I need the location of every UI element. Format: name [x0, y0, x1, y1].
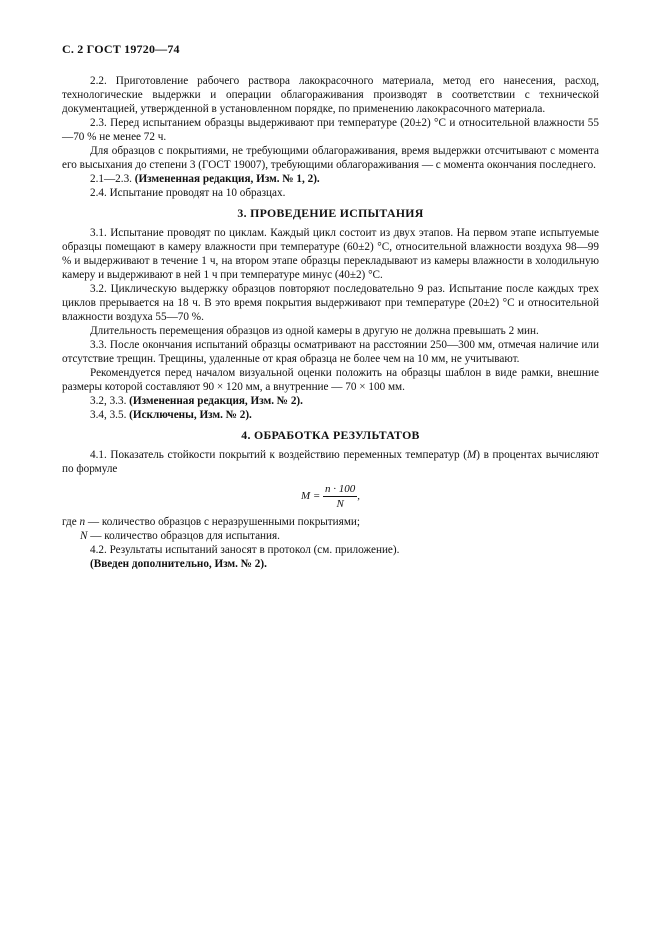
- paragraph-4-1: [62, 448, 599, 476]
- formula: [62, 482, 599, 511]
- paragraph-2-2: 2.2. Приготовление рабочего раствора лакокрасочного материала, метод его нанесения, расход, технологические выдержки и операции облагораживания производят в соответствии с технической документацией, утвержденной в установленном порядке, по применению лакокрасочного материала.: [62, 75, 599, 115]
- paragraph-3-3: 3.3. После окончания испытаний образцы осматривают на расстоянии 250—300 мм, отмечая наличие или отсутствие трещин. Трещины, удаленные от края образца не более чем на 10 мм, не учитывают.: [62, 339, 599, 365]
- where-N-text: — количество образцов для испытания.: [90, 530, 280, 542]
- paragraph-2-3: 2.3. Перед испытанием образцы выдерживают при температуре (20±2) °С и относительной влажности 55—70 % не менее 72 ч.: [62, 117, 599, 143]
- amendment-text: (Измененная редакция, Изм. № 2).: [129, 395, 303, 407]
- section-3-title: 3. ПРОВЕДЕНИЕ ИСПЫТАНИЯ: [237, 206, 424, 220]
- amendment-note-3-2-3-3: [62, 394, 599, 408]
- formula-lhs: M =: [300, 490, 321, 503]
- section-4-title: 4. ОБРАБОТКА РЕЗУЛЬТАТОВ: [241, 428, 420, 442]
- formula-denominator: N: [336, 498, 344, 510]
- amendment-note-3-4-3-5: [62, 408, 599, 422]
- paragraph-2-4: 2.4. Испытание проводят на 10 образцах.: [90, 187, 286, 199]
- amendment-text: (Исключены, Изм. № 2).: [129, 409, 252, 421]
- formula-fraction: [323, 482, 357, 511]
- amendment-ref: 2.1—2.3.: [90, 173, 132, 185]
- amendment-text: (Измененная редакция, Изм. № 1, 2).: [134, 173, 320, 185]
- paragraph-3-3-continued: Рекомендуется перед началом визуальной оценки положить на образцы шаблон в виде рамки, внешние размеры которой составляют 90 × 120 мм, а внутренние — 70 × 100 мм.: [62, 367, 599, 393]
- where-N-line: [62, 529, 599, 543]
- formula-numerator: n · 100: [325, 483, 356, 495]
- paragraph-3-1: 3.1. Испытание проводят по циклам. Каждый цикл состоит из двух этапов. На первом этапе испытуемые образцы помещают в камеру влажности при температуре (60±2) °С, относительной влажности воздуха 98—99 % и выдерживают в течение 1 ч, на втором этапе образцы перекладывают из камеры влажности в холодильную камеру и выдерживают в ней 1 ч при температуре минус (40±2) °С.: [62, 227, 599, 281]
- paragraph-4-1-text-b: ) в процентах вычисляют по формуле: [62, 449, 599, 475]
- formula-tail: ,: [357, 490, 361, 503]
- document-body: [62, 74, 599, 571]
- paragraph-4-1-text-a: 4.1. Показатель стойкости покрытий к воздействию переменных температур (: [90, 449, 467, 461]
- variable-n: n: [79, 516, 86, 528]
- variable-N: N: [80, 530, 88, 542]
- where-prefix: где: [62, 516, 77, 528]
- where-n-line: [62, 515, 599, 529]
- paragraph-4-2: 4.2. Результаты испытаний заносят в протокол (см. приложение).: [90, 544, 400, 556]
- amendment-ref: 3.4, 3.5.: [90, 409, 127, 421]
- running-head: С. 2 ГОСТ 19720—74: [62, 42, 180, 56]
- amendment-note-2-1-2-3: [62, 172, 599, 186]
- paragraph-3-2: 3.2. Циклическую выдержку образцов повторяют последовательно 9 раз. Испытание после каждых трех циклов прерывается на 18 ч. В это время покрытия выдерживают при температуре (20±2) °С и относительной влажности воздуха 55—70 %.: [62, 283, 599, 323]
- amendment-ref: 3.2, 3.3.: [90, 395, 127, 407]
- paragraph-3-2-continued: Длительность перемещения образцов из одной камеры в другую не должна превышать 2 мин.: [90, 325, 539, 337]
- variable-M: M: [466, 449, 477, 461]
- paragraph-2-3-continued: Для образцов с покрытиями, не требующими облагораживания, время выдержки отсчитывают с момента его высыхания до степени 3 (ГОСТ 19007), требующими облагораживания — с момента окончания последнего.: [62, 145, 599, 171]
- where-n-text: — количество образцов с неразрушенными покрытиями;: [87, 516, 360, 528]
- amendment-note-4-2: (Введен дополнительно, Изм. № 2).: [90, 558, 267, 570]
